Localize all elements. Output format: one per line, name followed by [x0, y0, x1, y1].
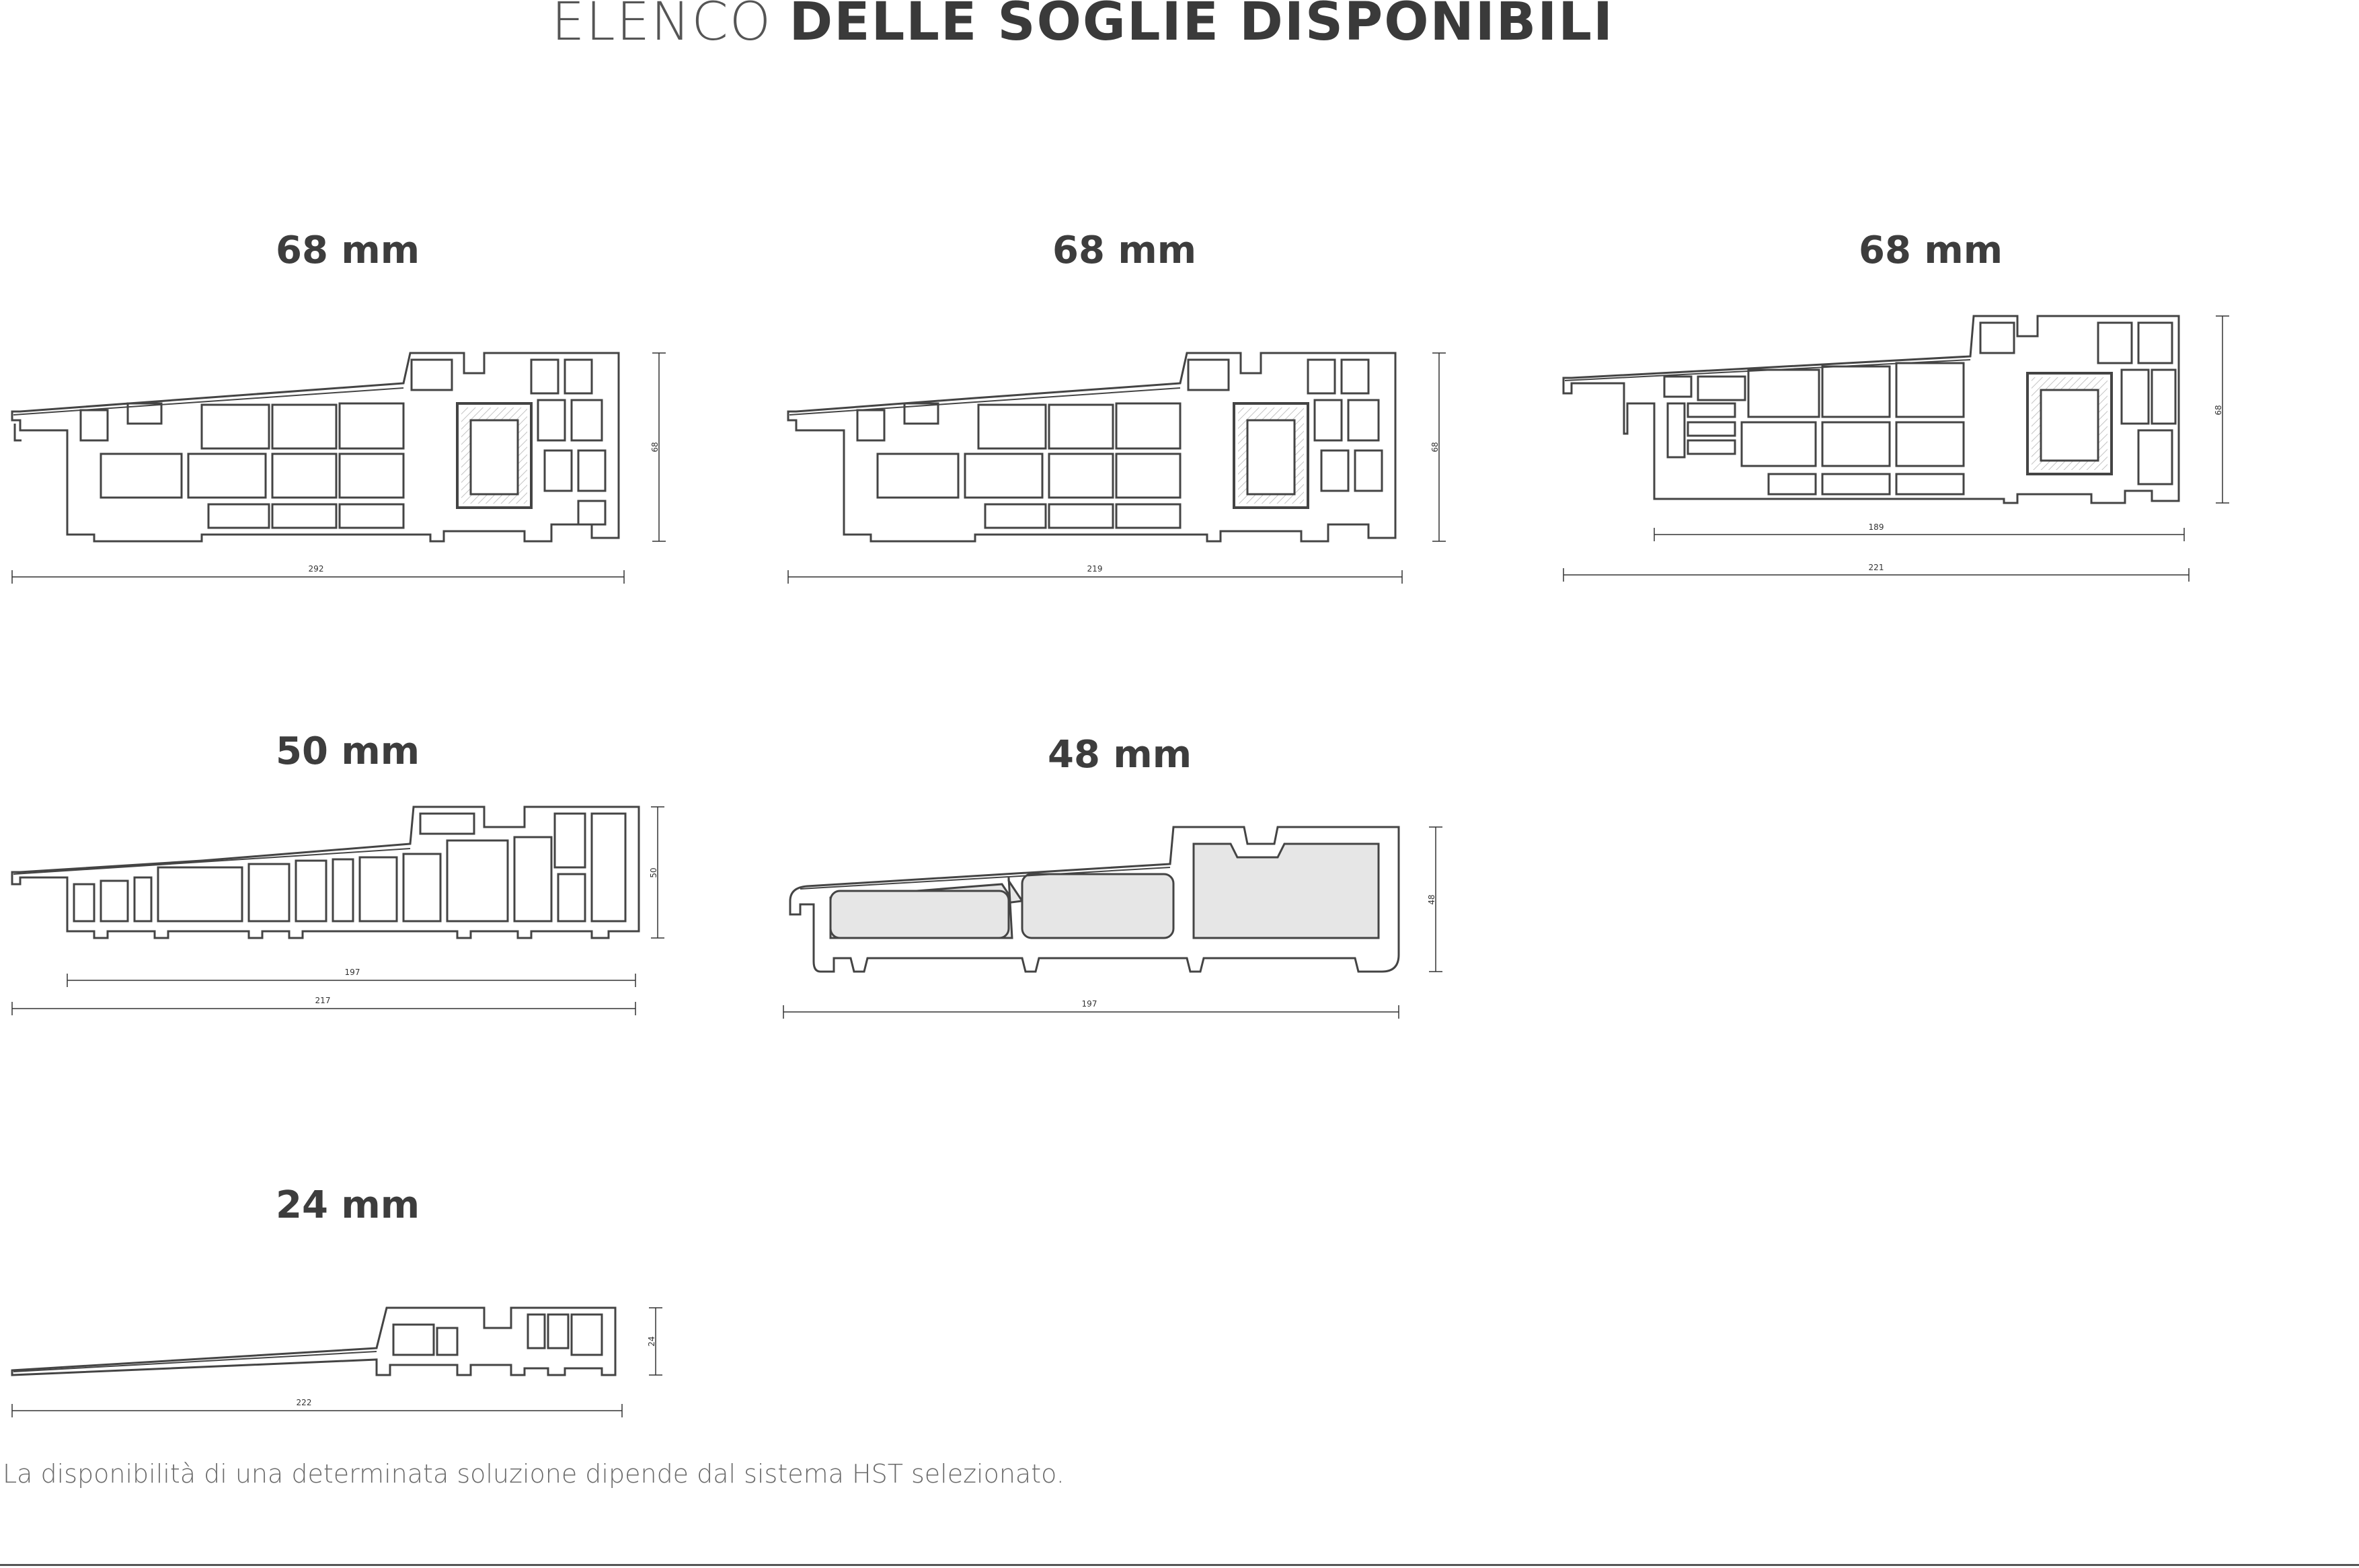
- height-dim-2: 68: [1430, 442, 1440, 453]
- dimension-lines-6: [12, 1308, 662, 1417]
- width-dim-6: 222: [296, 1398, 312, 1407]
- threshold-profile-4: [12, 807, 639, 938]
- threshold-profile-3: [1563, 316, 2179, 503]
- threshold-label-4: 50 mm: [276, 730, 420, 773]
- threshold-profile-6: [12, 1308, 615, 1375]
- width-dim-4a: 197: [344, 968, 360, 977]
- threshold-profile-1: [12, 353, 619, 541]
- height-dim-4: 50: [649, 867, 658, 878]
- availability-note: La disponibilità di una determinata soluzione dipende dal sistema HST selezionato.: [3, 1459, 1065, 1489]
- threshold-label-1: 68 mm: [276, 229, 420, 272]
- threshold-profile-2: [788, 353, 1395, 541]
- threshold-label-6: 24 mm: [276, 1183, 420, 1227]
- threshold-profile-5: [790, 827, 1399, 972]
- height-dim-5: 48: [1427, 894, 1436, 905]
- height-dim-6: 24: [647, 1336, 656, 1347]
- width-dim-5: 197: [1081, 999, 1097, 1009]
- width-dim-4b: 217: [315, 996, 331, 1005]
- height-dim-3: 68: [2214, 405, 2223, 416]
- width-dim-1: 292: [308, 564, 324, 574]
- width-dim-2: 219: [1087, 564, 1103, 574]
- dimension-lines-4: [12, 807, 664, 1015]
- width-dim-3b: 221: [1868, 563, 1884, 572]
- bottom-divider: [0, 1564, 2359, 1566]
- threshold-label-2: 68 mm: [1052, 229, 1197, 272]
- threshold-label-5: 48 mm: [1048, 733, 1192, 777]
- title-light: ELENCO: [551, 0, 773, 52]
- threshold-label-3: 68 mm: [1859, 229, 2003, 272]
- width-dim-3a: 189: [1868, 522, 1884, 532]
- title-bold: DELLE SOGLIE DISPONIBILI: [789, 0, 1615, 52]
- height-dim-1: 68: [650, 442, 660, 453]
